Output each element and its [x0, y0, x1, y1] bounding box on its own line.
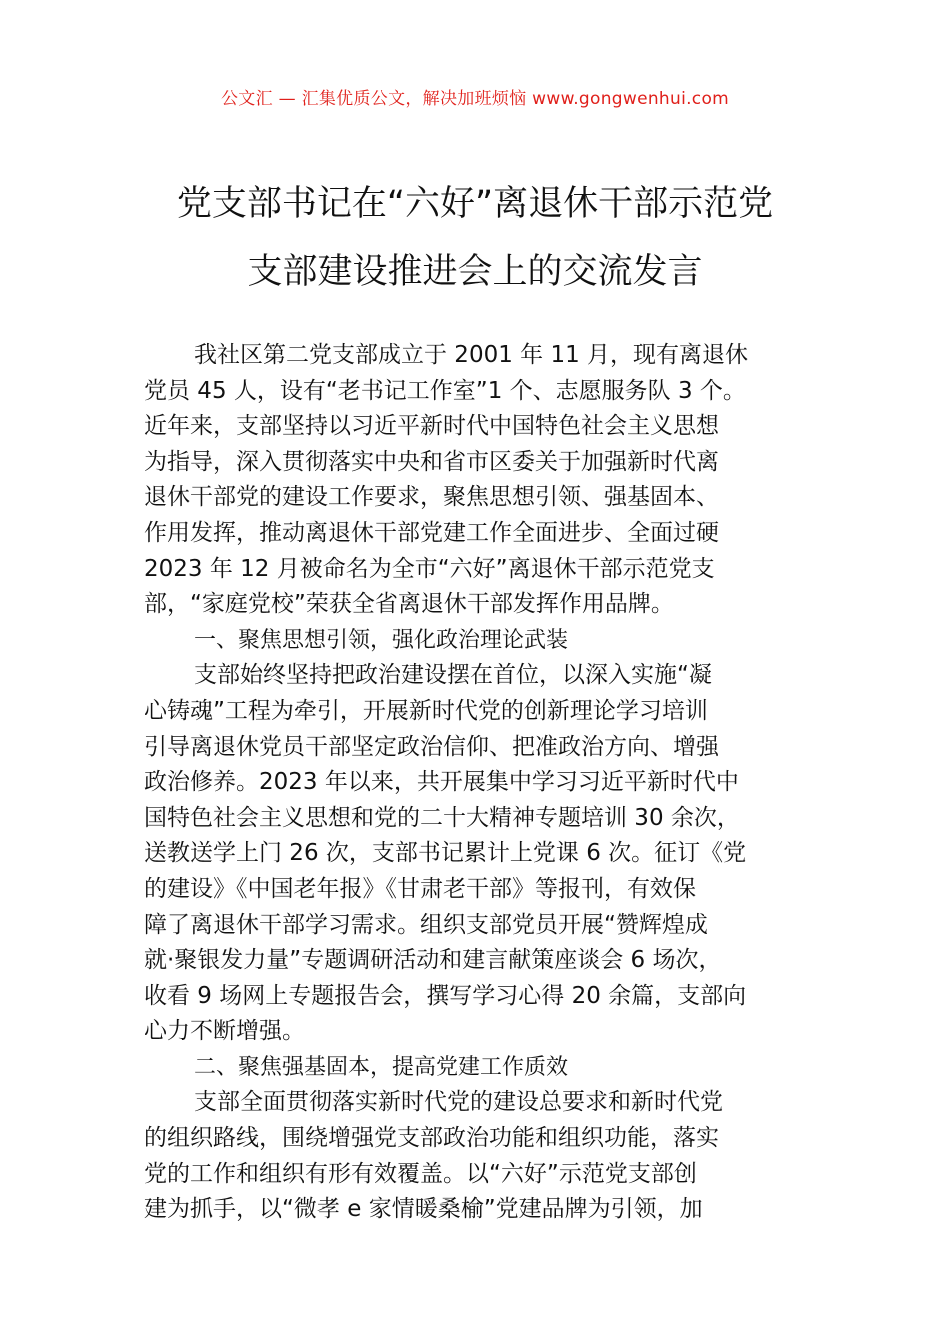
body-line: 心力不断增强。: [144, 1018, 305, 1045]
body-line: 支部全面贯彻落实新时代党的建设总要求和新时代党: [194, 1089, 723, 1116]
body-line: 国特色社会主义思想和党的二十大精神专题培训 30 余次，: [144, 804, 740, 831]
document-body: [144, 338, 812, 1228]
body-line: 退休干部党的建设工作要求，聚焦思想引领、强基固本、: [144, 484, 719, 511]
body-line: 部，“家庭党校”荣获全省离退休干部发挥作用品牌。: [144, 591, 674, 618]
document-title-line-1: 党支部书记在“六好”离退休干部示范党: [176, 184, 774, 224]
body-line: 为指导，深入贯彻落实中央和省市区委关于加强新时代离: [144, 448, 719, 475]
body-line: 收看 9 场网上专题报告会，撰写学习心得 20 余篇，支部向: [144, 982, 747, 1009]
body-line: 政治修养。2023 年以来，共开展集中学习习近平新时代中: [144, 769, 739, 796]
body-line: 引导离退休党员干部坚定政治信仰、把准政治方向、增强: [144, 733, 719, 760]
body-line: 建为抓手，以“微孝 e 家情暖桑榆”党建品牌为引领，加: [144, 1196, 703, 1223]
body-line: 党员 45 人，设有“老书记工作室”1 个、志愿服务队 3 个。: [144, 377, 746, 404]
body-line: 近年来，支部坚持以习近平新时代中国特色社会主义思想: [144, 413, 719, 440]
body-line: 支部始终坚持把政治建设摆在首位，以深入实施“凝: [194, 662, 712, 689]
section-heading-2: 二、聚焦强基固本，提高党建工作质效: [194, 1054, 569, 1080]
body-line: 障了离退休干部学习需求。组织支部党员开展“赞辉煌成: [144, 911, 708, 938]
body-line: 的建设》《中国老年报》《甘肃老干部》等报刊，有效保: [144, 875, 696, 902]
body-line: 我社区第二党支部成立于 2001 年 11 月，现有离退休: [194, 342, 749, 368]
site-banner: 公文汇 — 汇集优质公文，解决加班烦恼 www.gongwenhui.com: [220, 89, 730, 109]
body-line: 党的工作和组织有形有效覆盖。以“六好”示范党支部创: [144, 1160, 697, 1187]
body-line: 2023 年 12 月被命名为全市“六好”离退休干部示范党支: [144, 555, 715, 582]
body-line: 心铸魂”工程为牵引，开展新时代党的创新理论学习培训: [144, 697, 708, 724]
body-line: 的组织路线，围绕增强党支部政治功能和组织功能，落实: [144, 1125, 719, 1152]
document-title-line-2: 支部建设推进会上的交流发言: [247, 252, 703, 292]
section-heading-1: 一、聚焦思想引领，强化政治理论武装: [194, 627, 569, 653]
body-line: 就·聚银发力量”专题调研活动和建言献策座谈会 6 场次，: [144, 947, 722, 974]
body-line: 作用发挥，推动离退休干部党建工作全面进步、全面过硬: [144, 519, 719, 546]
body-line: 送教送学上门 26 次，支部书记累计上党课 6 次。征订《党: [144, 840, 747, 867]
